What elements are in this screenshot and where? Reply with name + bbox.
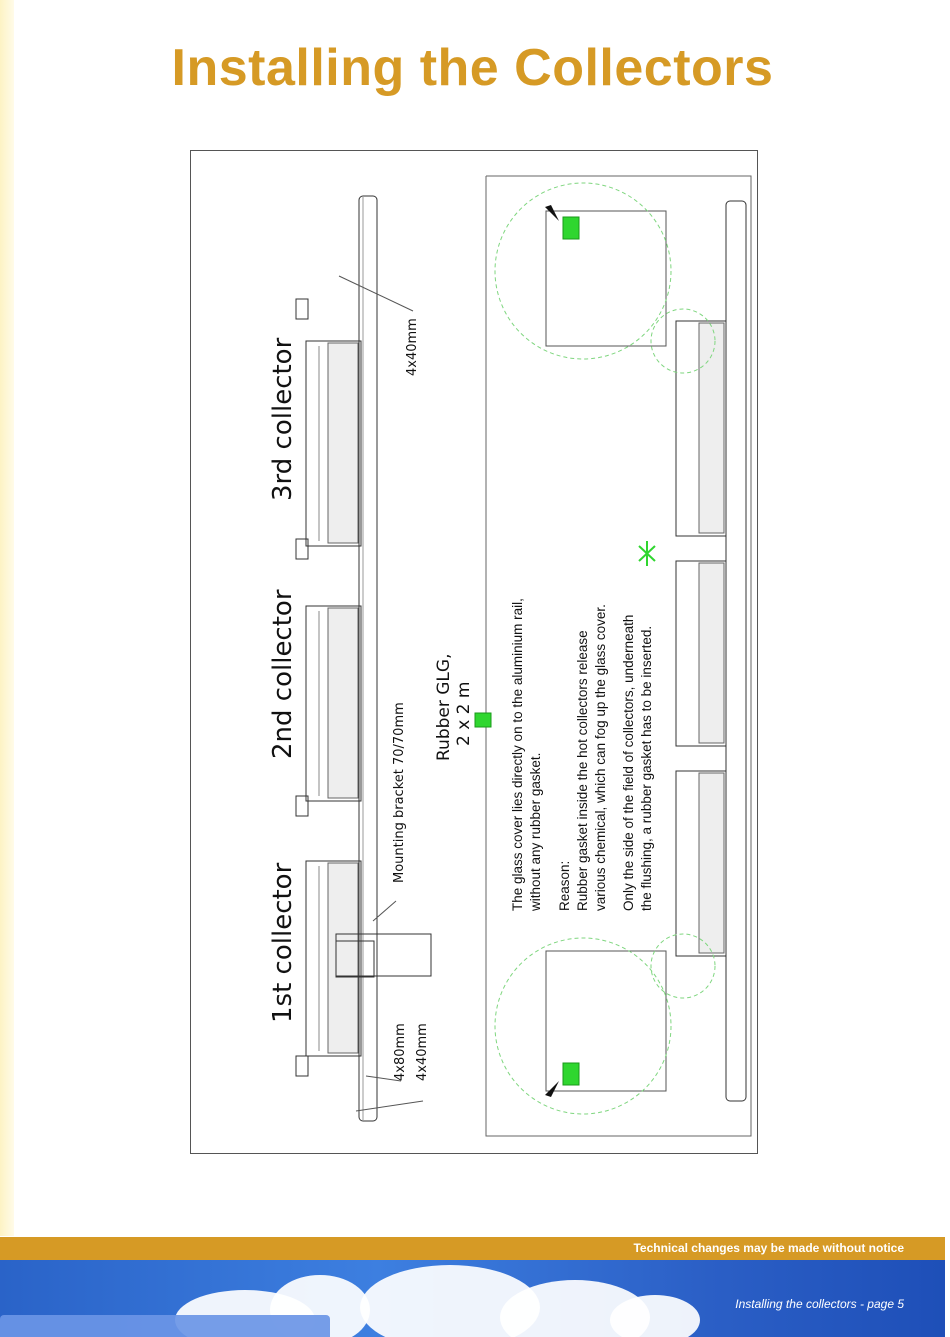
collector-2-shape xyxy=(306,606,361,801)
gasket-symbol xyxy=(475,713,491,727)
side-gradient-bar xyxy=(0,0,14,1236)
collector-3-shape xyxy=(306,341,361,546)
rail-bottom xyxy=(726,201,746,1101)
note-line-4: Rubber gasket inside the hot collectors release xyxy=(575,630,590,911)
dim-4x40-left: 4x40mm xyxy=(415,1023,430,1081)
note-line-6: Only the side of the field of collectors, underneath xyxy=(621,614,636,911)
note-line-5: various chemical, which can fog up the glass cover. xyxy=(593,604,608,911)
collector-label-1: 1st collector xyxy=(268,862,298,1023)
note-line-7: the flushing, a rubber gasket has to be inserted. xyxy=(639,625,654,911)
detail-circle-bottom xyxy=(495,938,671,1114)
technical-notice: Technical changes may be made without notice xyxy=(633,1241,904,1255)
collector-label-3: 3rd collector xyxy=(268,337,298,501)
drawing-svg xyxy=(191,151,759,1155)
rail-top xyxy=(359,196,377,1121)
note-line-3: Reason: xyxy=(557,860,572,911)
note-line-1: The glass cover lies directly on to the aluminium rail, xyxy=(510,598,525,911)
bracket-label: Mounting bracket 70/70mm xyxy=(392,702,407,883)
collector-label-2: 2nd collector xyxy=(268,589,298,759)
gasket-bottom xyxy=(563,1063,579,1085)
gasket-top xyxy=(563,217,579,239)
footer-page-label: Installing the collectors - page 5 xyxy=(735,1297,904,1311)
dim-4x80: 4x80mm xyxy=(393,1023,408,1081)
dim-4x40-right: 4x40mm xyxy=(405,318,420,376)
collector-1-shape xyxy=(306,861,361,1056)
rubber-label-2: 2 x 2 m xyxy=(454,681,474,746)
page-title: Installing the Collectors xyxy=(171,39,774,97)
note-line-2: without any rubber gasket. xyxy=(528,752,543,911)
rubber-label-1: Rubber GLG, xyxy=(434,653,454,761)
detail-circle-top xyxy=(495,183,671,359)
installation-drawing xyxy=(190,150,758,1154)
